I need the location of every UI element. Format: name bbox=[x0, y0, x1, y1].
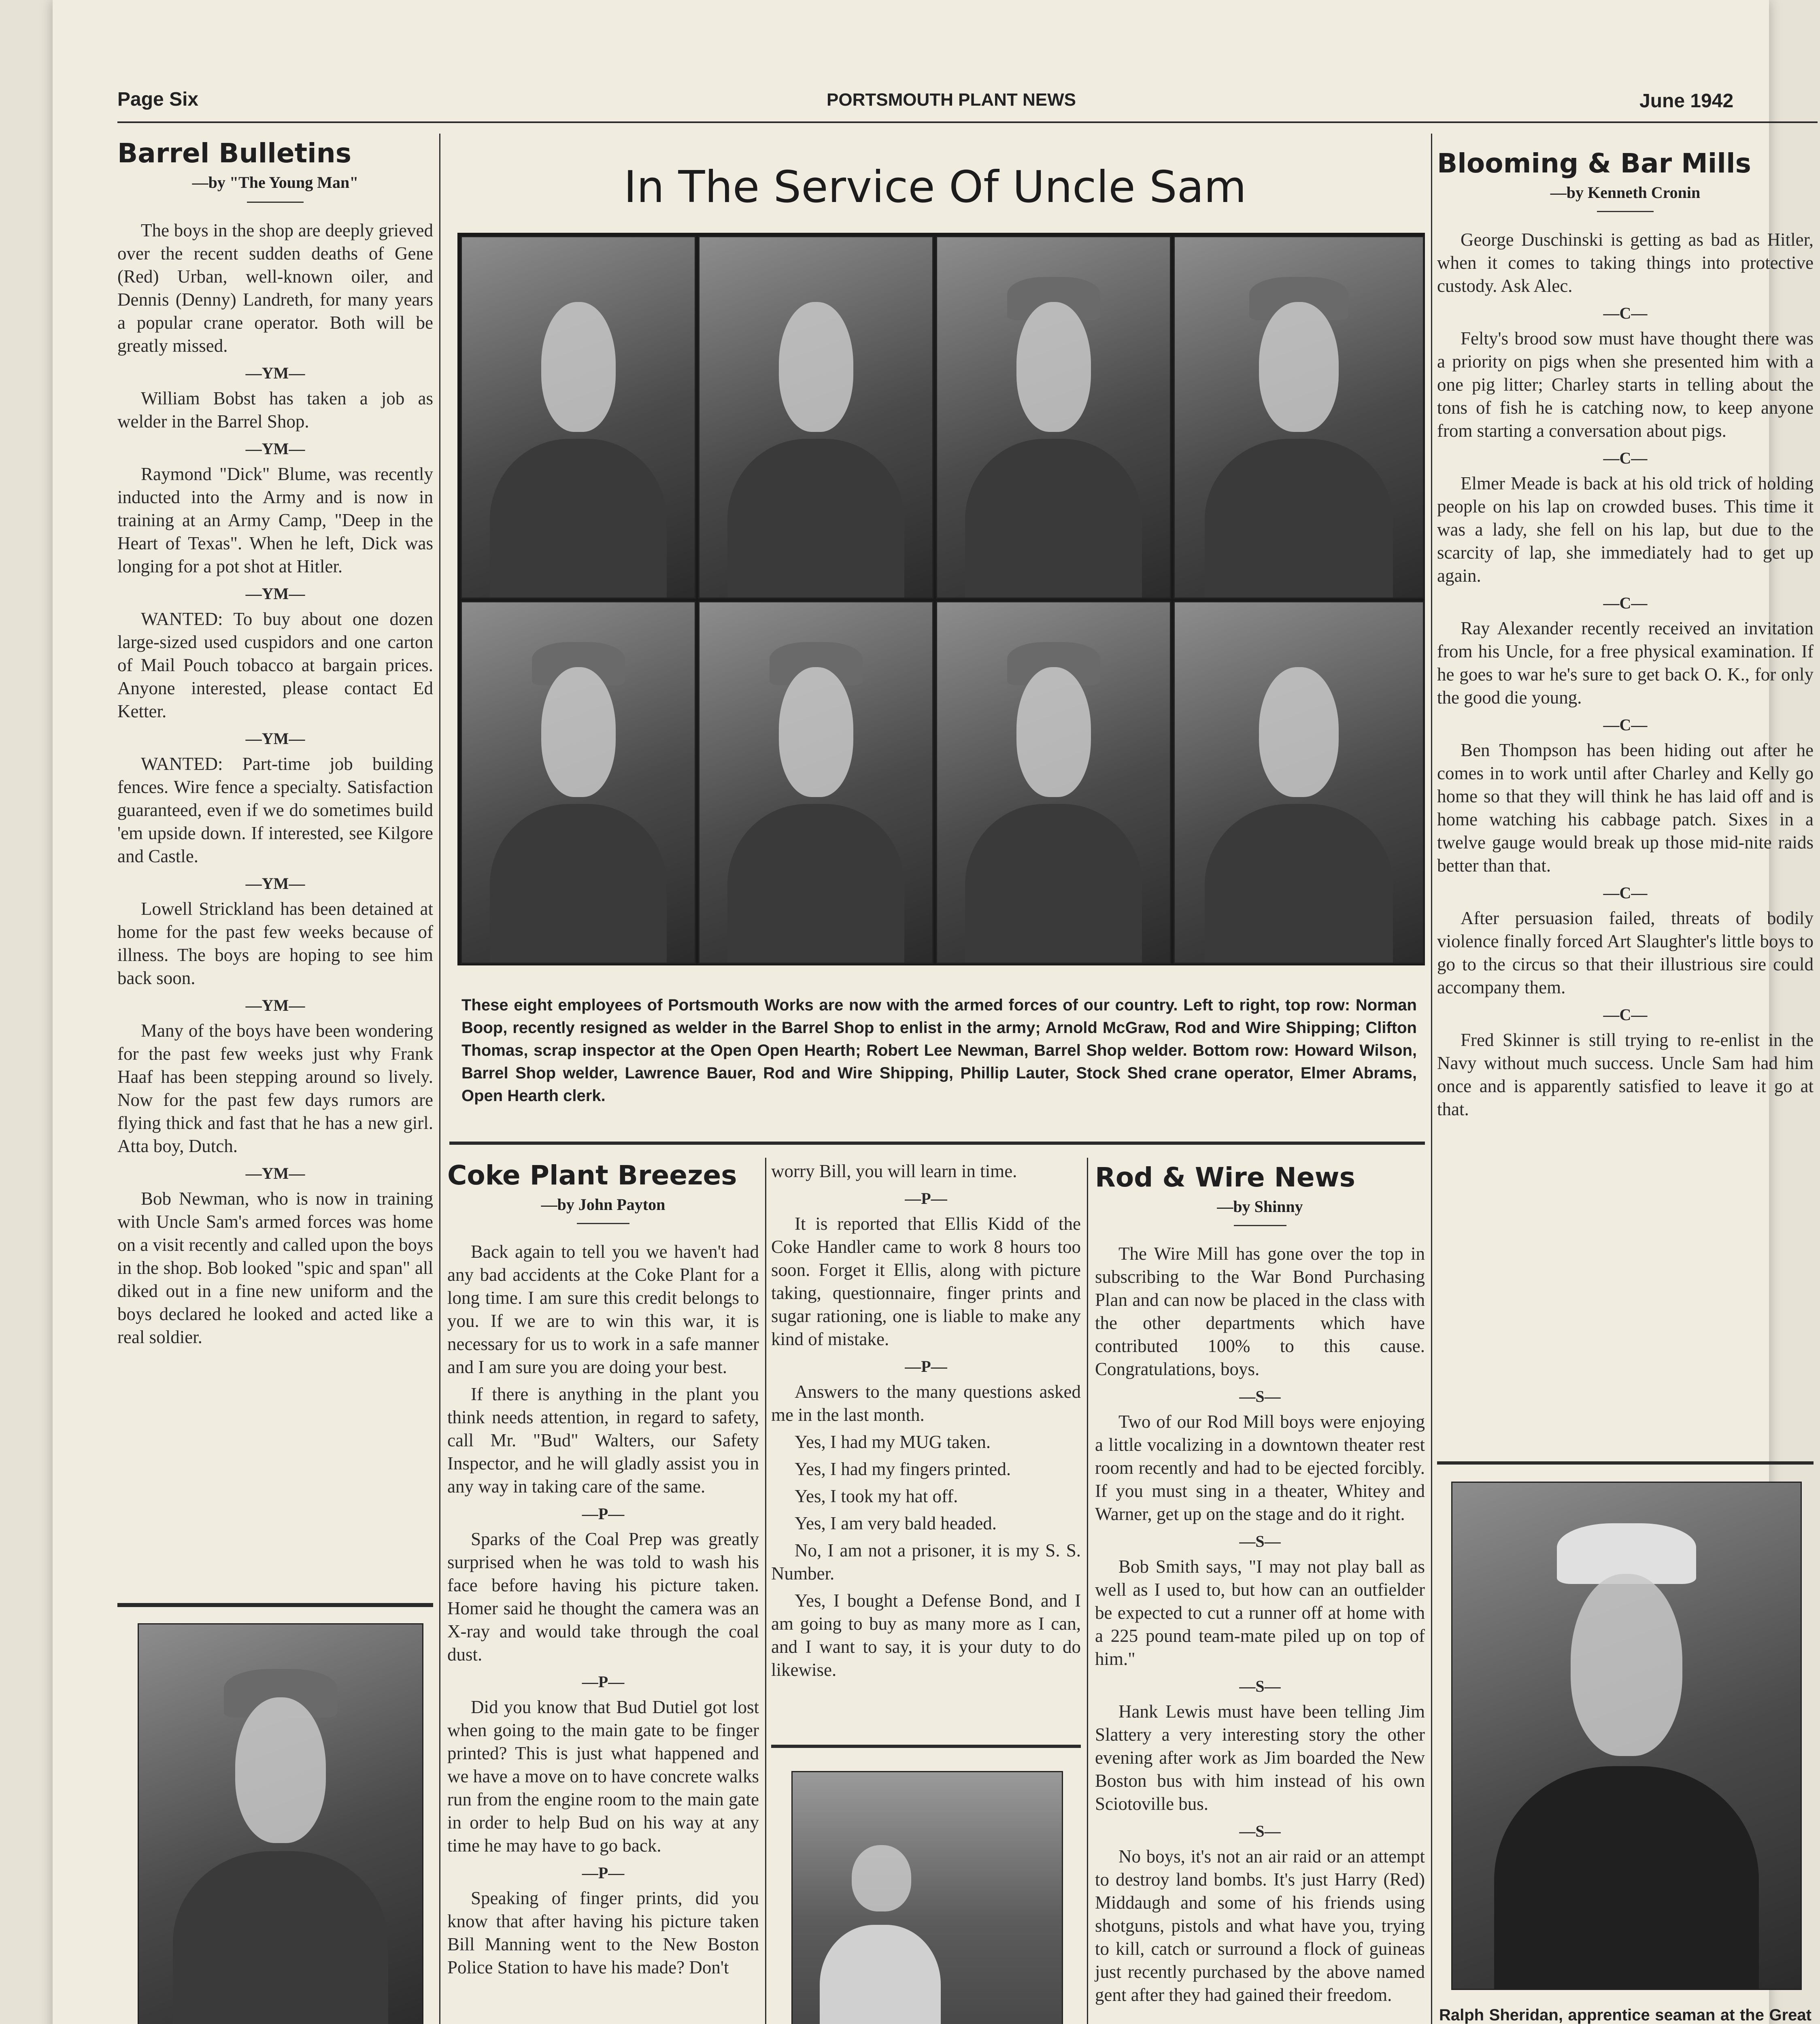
rod-separator: —S— bbox=[1239, 1387, 1281, 1405]
barrel-item: Many of the boys have been wondering for the past few weeks just why Frank Haaf has been stepping around so lively. Now for the past few days rumors are flying thick and fast that he has a new girl. Atta boy, Dutch. bbox=[117, 1021, 433, 1156]
coke-body-1 bbox=[447, 1240, 759, 1979]
coke-item: It is reported that Ellis Kidd of the Coke Handler came to work 8 hours too soon. Forget it Ellis, along with picture taking, questionnaire, finger prints and sugar rationing, one is liable to make any kind of mistake. bbox=[771, 1214, 1081, 1349]
portrait-clifton-thomas bbox=[936, 236, 1171, 599]
coke-answer: Yes, I had my fingers printed. bbox=[795, 1459, 1011, 1479]
dress-shape bbox=[820, 1925, 941, 2024]
blooming-item: Elmer Meade is back at his old trick of holding people on his lap on crowded buses. This time it was a lady, she fell on his lap, but due to the scarcity of lap, she immediately had to get up again. bbox=[1437, 473, 1814, 586]
ralph-caption: Ralph Sheridan, apprentice seaman at the Great bbox=[1439, 2006, 1811, 2024]
portrait-phillip-lauter bbox=[936, 601, 1171, 964]
face-shape bbox=[541, 667, 616, 797]
column-rule bbox=[439, 134, 440, 2024]
rod-separator: —S— bbox=[1239, 1822, 1281, 1840]
blooming-item: Felty's brood sow must have thought there was a priority on pigs when she presented him with a one pig litter; Charley starts in telling about the tons of fish he is catching now, to keep anyone from starting a conversation about pigs. bbox=[1437, 328, 1814, 441]
barrel-bulletins-column bbox=[117, 138, 433, 1353]
barrel-item: Raymond "Dick" Blume, was recently inducted into the Army and is now in training at an Army Camp, "Deep in the Heart of Texas". When he left, Dick was longing for a pot shot at Hitler. bbox=[117, 464, 433, 576]
coke-separator: —P— bbox=[582, 1864, 625, 1882]
paper-title: PORTSMOUTH PLANT NEWS bbox=[827, 90, 1076, 110]
coke-answer: Yes, I had my MUG taken. bbox=[795, 1432, 991, 1452]
blooming-body bbox=[1437, 228, 1814, 1121]
katie-photo bbox=[791, 1771, 1063, 2024]
service-title: In The Service Of Uncle Sam bbox=[623, 162, 1247, 213]
barrel-separator: —YM— bbox=[245, 996, 305, 1014]
shoulders-shape bbox=[490, 439, 667, 599]
barrel-bulletins-title: Barrel Bulletins bbox=[117, 138, 352, 169]
coke-answer: Yes, I am very bald headed. bbox=[795, 1513, 997, 1533]
coke-separator: —P— bbox=[905, 1189, 947, 1208]
orville-mccord-photo bbox=[138, 1623, 423, 2024]
portrait-howard-wilson bbox=[461, 601, 696, 964]
barrel-separator: —YM— bbox=[245, 440, 305, 458]
coke-body-2 bbox=[771, 1160, 1081, 1682]
face-shape bbox=[1259, 667, 1338, 797]
uniform-shape bbox=[173, 1851, 388, 2024]
page-number: Page Six bbox=[117, 89, 199, 110]
face-shape bbox=[1259, 302, 1338, 432]
issue-date: June 1942 bbox=[1639, 90, 1734, 112]
blooming-item: Ben Thompson has been hiding out after he comes in to work until after Charley and Kelly go home so that they will think he has laid off and is home watching his cabbage patch. Sixes in a twelve gauge would break up those mid-nite raids better than that. bbox=[1437, 740, 1814, 876]
coke-answer: Yes, I bought a Defense Bond, and I am going to buy as many more as I can, and I want to say, it is your duty to do likewise. bbox=[771, 1590, 1081, 1680]
coke-continued: worry Bill, you will learn in time. bbox=[771, 1161, 1017, 1181]
face-shape bbox=[1571, 1574, 1682, 1756]
blooming-separator: —C— bbox=[1603, 449, 1648, 467]
blooming-separator: —C— bbox=[1603, 884, 1648, 902]
face-shape bbox=[1016, 667, 1091, 797]
photo-top-rule bbox=[117, 1603, 433, 1607]
barrel-separator: —YM— bbox=[245, 1164, 305, 1182]
rod-wire-title: Rod & Wire News bbox=[1095, 1162, 1355, 1193]
rod-separator: —S— bbox=[1239, 1532, 1281, 1550]
coke-separator: —P— bbox=[905, 1357, 947, 1376]
shoulders-shape bbox=[965, 804, 1142, 964]
column-rule bbox=[765, 1158, 766, 2024]
coke-separator: —P— bbox=[582, 1505, 625, 1523]
barrel-item: William Bobst has taken a job as welder in the Barrel Shop. bbox=[117, 388, 433, 432]
blooming-item: Ray Alexander recently received an invitation from his Uncle, for a free physical examination. If he goes to war he's sure to get back O. K., for only the good die young. bbox=[1437, 618, 1814, 708]
barrel-byline: —by "The Young Man" bbox=[192, 173, 359, 191]
coke-plant-column-1 bbox=[447, 1160, 759, 1983]
blooming-item: After persuasion failed, threats of bodily violence finally forced Art Slaughter's little boys to go to the circus so that their illustrious sire could accompany them. bbox=[1437, 908, 1814, 997]
coke-item: Sparks of the Coal Prep was greatly surprised when he was told to wash his face before having his picture taken. Homer said he thought the camera was an X-ray and would take through the coal dust. bbox=[447, 1529, 759, 1665]
barrel-separator: —YM— bbox=[245, 364, 305, 382]
blooming-column bbox=[1437, 148, 1814, 1125]
barrel-separator: —YM— bbox=[245, 874, 305, 893]
coke-separator: —P— bbox=[582, 1673, 625, 1691]
shoulders-shape bbox=[965, 439, 1142, 599]
section-rule bbox=[449, 1142, 1425, 1145]
portrait-robert-lee-newman bbox=[1174, 236, 1424, 599]
byline-rule bbox=[247, 202, 304, 203]
coke-byline: —by John Payton bbox=[541, 1195, 665, 1214]
column-rule bbox=[1087, 1158, 1088, 2024]
column-rule bbox=[1431, 134, 1432, 2024]
blooming-separator: —C— bbox=[1603, 716, 1648, 734]
barrel-item: WANTED: To buy about one dozen large-sized used cuspidors and one carton of Mail Pouch tobacco at bargain prices. Anyone interested, please contact Ed Ketter. bbox=[117, 609, 433, 721]
coke-plant-title: Coke Plant Breezes bbox=[447, 1160, 737, 1191]
newspaper-page bbox=[53, 0, 1814, 2024]
coke-item: Speaking of finger prints, did you know that after having his picture taken Bill Manning went to the New Boston Police Station to have his made? Don't bbox=[447, 1888, 759, 1977]
header-rule bbox=[117, 121, 1818, 123]
photo-top-rule bbox=[1437, 1461, 1814, 1465]
rod-byline: —by Shinny bbox=[1217, 1197, 1303, 1216]
face-shape bbox=[235, 1697, 326, 1843]
barrel-separator: —YM— bbox=[245, 585, 305, 603]
byline-rule bbox=[577, 1223, 629, 1224]
shoulders-shape bbox=[490, 804, 667, 964]
portrait-lawrence-bauer bbox=[698, 601, 933, 964]
byline-rule bbox=[1597, 211, 1654, 212]
coke-item: Did you know that Bud Dutiel got lost when going to the main gate to be finger printed? This is just what happened and we have a move on to have concrete walks run from the engine room to the main gate in order to help Bud on his way at any time he may have to go back. bbox=[447, 1697, 759, 1856]
coke-answer: Yes, I took my hat off. bbox=[795, 1486, 958, 1506]
blooming-separator: —C— bbox=[1603, 1006, 1648, 1024]
rod-item: Bob Smith says, "I may not play ball as well as I used to, but how can an outfielder be expected to cut a runner off at home with a 225 pound team-mate piled up on top of him." bbox=[1095, 1556, 1425, 1669]
coke-item: If there is anything in the plant you think needs attention, in regard to safety, call Mr. "Bud" Walters, our Safety Inspector, and he will gladly assist you in any way in taking care of the same. bbox=[447, 1384, 759, 1497]
barrel-item: WANTED: Part-time job building fences. Wire fence a specialty. Satisfaction guaranteed, even if we do sometimes build 'em upside down. If interested, see Kilgore and Castle. bbox=[117, 754, 433, 866]
blooming-title: Blooming & Bar Mills bbox=[1437, 148, 1751, 179]
rod-item: Two of our Rod Mill boys were enjoying a little vocalizing in a downtown theater rest room recently and had to be ejected forcibly. If you must sing in a theater, Whitey and Warner, get up on the stage and do it right. bbox=[1095, 1412, 1425, 1524]
coke-item: Back again to tell you we haven't had any bad accidents at the Coke Plant for a long time. I am sure this credit belongs to you. If we are to win this war, it is necessary for us to work in a safe manner and I am sure you are doing your best. bbox=[447, 1242, 759, 1377]
portrait-elmer-abrams bbox=[1174, 601, 1424, 964]
portrait-arnold-mcgraw bbox=[698, 236, 933, 599]
shoulders-shape bbox=[1205, 439, 1393, 599]
barrel-item: Lowell Strickland has been detained at home for the past few weeks because of illness. The boys are hoping to see him back soon. bbox=[117, 899, 433, 988]
ralph-sheridan-photo bbox=[1451, 1482, 1802, 1990]
rod-body bbox=[1095, 1242, 1425, 2007]
face-shape bbox=[779, 302, 853, 432]
rod-wire-column bbox=[1095, 1162, 1425, 2011]
face-shape bbox=[852, 1845, 911, 1911]
barrel-item: The boys in the shop are deeply grieved over the recent sudden deaths of Gene (Red) Urban, well-known oiler, and Dennis (Denny) Landreth, for many years a popular crane operator. Both will be greatly missed. bbox=[117, 220, 433, 356]
rod-item: Hank Lewis must have been telling Jim Slattery a very interesting story the other evening after work as Jim boarded the New Boston bus with him instead of his own Sciotoville bus. bbox=[1095, 1701, 1425, 1814]
barrel-separator: —YM— bbox=[245, 729, 305, 748]
rod-item: The Wire Mill has gone over the top in subscribing to the War Bond Purchasing Plan and can now be placed in the class with the other departments which have contributed 100% to this cause. Congratulations, boys. bbox=[1095, 1244, 1425, 1379]
rod-separator: —S— bbox=[1239, 1677, 1281, 1695]
face-shape bbox=[541, 302, 616, 432]
blooming-byline: —by Kenneth Cronin bbox=[1550, 183, 1701, 202]
photo-top-rule bbox=[771, 1745, 1081, 1748]
blooming-item: Fred Skinner is still trying to re-enlist in the Navy without much success. Uncle Sam had him once and is apparently satisfied to leave it go at that. bbox=[1437, 1030, 1814, 1119]
blooming-separator: —C— bbox=[1603, 594, 1648, 612]
face-shape bbox=[779, 667, 853, 797]
rod-item: No boys, it's not an air raid or an attempt to destroy land bombs. It's just Harry (Red) Middaugh and some of his friends using shotguns, pistols and what have you, trying to kill, catch or surround a flock of guineas just recently purchased by the above named gent after they had gained their freedom. bbox=[1095, 1846, 1425, 2005]
barrel-item: Bob Newman, who is now in training with Uncle Sam's armed forces was home on a visit recently and called upon the boys in the shop. Bob looked "spic and span" all diked out in a fine new uniform and the boys declared he looked and acted like a real soldier. bbox=[117, 1188, 433, 1347]
byline-rule bbox=[1234, 1225, 1286, 1226]
coke-plant-column-2 bbox=[771, 1160, 1081, 1686]
shoulders-shape bbox=[1205, 804, 1393, 964]
blooming-item: George Duschinski is getting as bad as Hitler, when it comes to taking things into protective custody. Ask Alec. bbox=[1437, 230, 1814, 296]
blooming-separator: —C— bbox=[1603, 304, 1648, 322]
service-photo-grid bbox=[457, 233, 1425, 965]
face-shape bbox=[1016, 302, 1091, 432]
uniform-shape bbox=[1494, 1766, 1759, 1990]
coke-item: Answers to the many questions asked me in the last month. bbox=[771, 1382, 1081, 1425]
portrait-norman-boop bbox=[461, 236, 696, 599]
coke-answer: No, I am not a prisoner, it is my S. S. Number. bbox=[771, 1540, 1081, 1584]
shoulders-shape bbox=[727, 804, 904, 964]
service-caption: These eight employees of Portsmouth Works are now with the armed forces of our country. Left to right, top row: Norman Boop, recently resigned as welder in the Barrel Shop to enlist in the army; Arnold McGraw, Rod and Wire Shipping; Clifton Thomas, scrap inspector at the Open Open Hearth; Robert Lee Newman, Barrel Shop welder. Bottom row: Howard Wilson, Barrel Shop welder, Lawrence Bauer, Rod and Wire Shipping, Phillip Lauter, Stock Shed crane operator, Elmer Abrams, Open Hearth clerk. bbox=[461, 996, 1417, 1105]
shoulders-shape bbox=[727, 439, 904, 599]
barrel-body bbox=[117, 219, 433, 1349]
